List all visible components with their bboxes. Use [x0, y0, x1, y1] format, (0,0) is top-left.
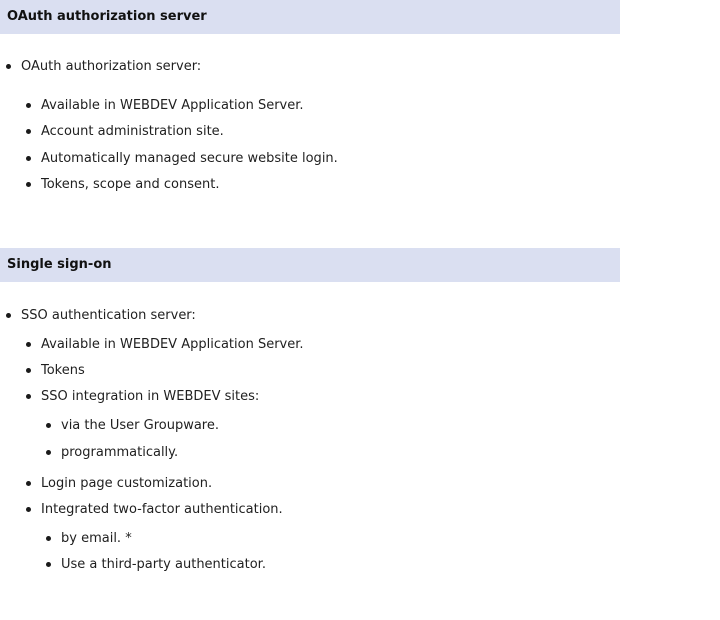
bullet-icon	[26, 368, 31, 373]
list-item-available-oauth: Available in WEBDEV Application Server.	[41, 98, 304, 113]
list-item-sso-server: SSO authentication server:	[21, 308, 196, 323]
list-item-login-customization: Login page customization.	[41, 476, 213, 491]
section-header-oauth: OAuth authorization server	[0, 0, 620, 34]
list-item-secure-login: Automatically managed secure website login.	[41, 151, 338, 166]
list-item-sso-integration: SSO integration in WEBDEV sites:	[41, 389, 260, 404]
list-item-available-sso: Available in WEBDEV Application Server.	[41, 337, 304, 352]
list-item-groupware: via the User Groupware.	[61, 418, 219, 433]
bullet-icon	[26, 103, 31, 108]
bullet-icon	[26, 129, 31, 134]
bullet-icon	[26, 394, 31, 399]
bullet-icon	[26, 182, 31, 187]
bullet-icon	[26, 481, 31, 486]
list-item-programmatically: programmatically.	[61, 445, 179, 460]
bullet-icon	[46, 423, 51, 428]
section-header-sso: Single sign-on	[0, 248, 620, 282]
bullet-icon	[26, 342, 31, 347]
list-item-account-admin: Account administration site.	[41, 124, 224, 139]
list-item-tokens-scope: Tokens, scope and consent.	[41, 177, 220, 192]
bullet-icon	[46, 562, 51, 567]
bullet-icon	[26, 156, 31, 161]
list-item-tokens: Tokens	[41, 363, 85, 378]
list-item-by-email: by email. *	[61, 531, 132, 546]
bullet-icon	[26, 507, 31, 512]
bullet-icon	[46, 536, 51, 541]
list-item-two-factor: Integrated two-factor authentication.	[41, 502, 283, 517]
list-item-third-party: Use a third-party authenticator.	[61, 557, 266, 572]
list-item-oauth-server: OAuth authorization server:	[21, 59, 202, 74]
bullet-icon	[46, 450, 51, 455]
bullet-icon	[6, 313, 11, 318]
bullet-icon	[6, 64, 11, 69]
